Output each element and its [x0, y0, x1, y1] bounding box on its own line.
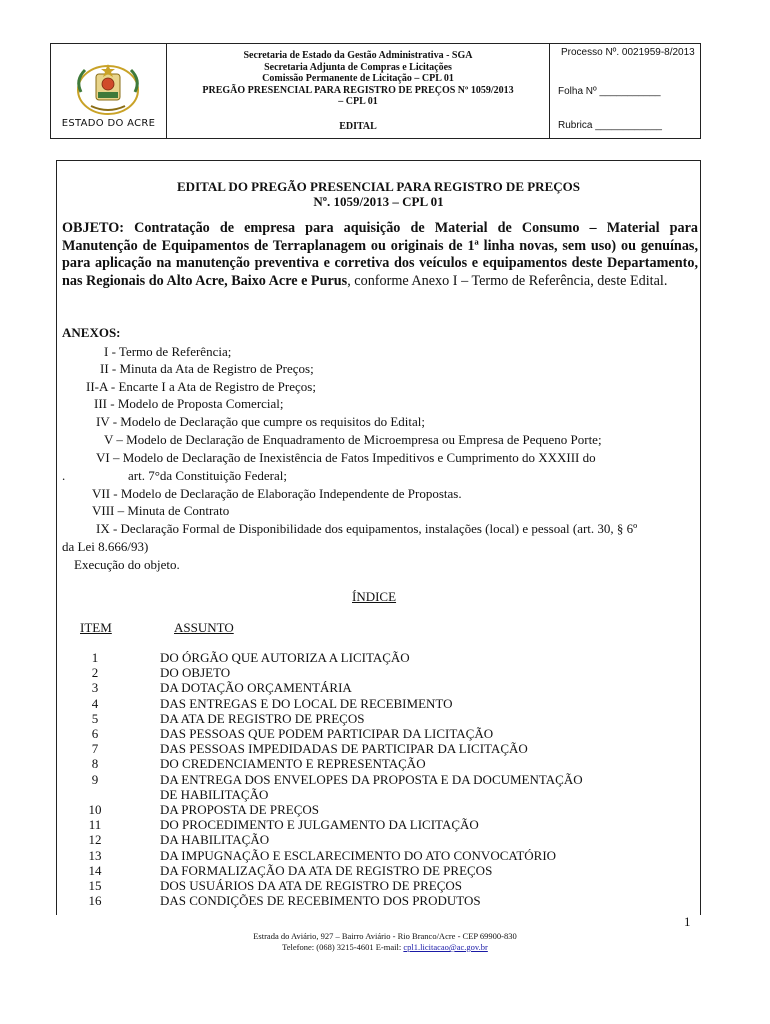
indice-item-number: 5	[91, 710, 99, 726]
indice-item-subject: DO PROCEDIMENTO E JULGAMENTO DA LICITAÇÃO	[160, 817, 479, 833]
document-title	[56, 179, 701, 209]
acre-state-coat-of-arms-icon	[71, 62, 146, 117]
page-footer	[0, 931, 770, 953]
indice-item-number: 1	[91, 650, 99, 665]
indice-item-number: 7	[91, 741, 99, 757]
indice-item-number: 8	[91, 756, 99, 772]
indice-item-subject: DA IMPUGNAÇÃO E ESCLARECIMENTO DO ATO CONVOCATÓRIO	[160, 847, 557, 863]
anexo-dot: .	[62, 468, 66, 483]
indice-item-number: 15	[88, 878, 102, 893]
indice-item-subject: DA DOTAÇÃO ORÇAMENTÁRIA	[160, 680, 352, 696]
document-header	[50, 43, 701, 139]
column-header-item: ITEM	[80, 620, 112, 635]
footer-phone: Telefone: (068) 3215-4601 E-mail:	[282, 942, 404, 952]
indice-item-subject: DA PROPOSTA DE PREÇOS	[160, 802, 319, 817]
indice-item-number: 6	[91, 726, 99, 741]
header-line: Comissão Permanente de Licitação – CPL 01	[262, 73, 454, 84]
anexo-item: VIII – Minuta de Contrato	[92, 503, 230, 518]
page-number: 1	[684, 914, 691, 929]
indice-title: ÍNDICE	[352, 589, 397, 604]
anexos-heading: ANEXOS:	[62, 325, 121, 340]
indice-item-subject: DAS CONDIÇÕES DE RECEBIMENTO DOS PRODUTOS	[160, 893, 481, 909]
indice-item-subject: DA FORMALIZAÇÃO DA ATA DE REGISTRO DE PREÇOS	[160, 862, 493, 878]
header-edital-label: EDITAL	[339, 121, 377, 132]
indice-item-subject: DA ENTREGA DOS ENVELOPES DA PROPOSTA E DA DOCUMENTAÇÃO	[160, 771, 583, 787]
anexo-item: VII - Modelo de Declaração de Elaboração Independente de Propostas.	[92, 486, 462, 501]
title-line: Nº. 1059/2013 – CPL 01	[313, 194, 444, 209]
rubrica-field: Rubrica ____________	[558, 120, 662, 131]
processo-number: Processo Nº. 0021959-8/2013	[561, 47, 695, 58]
anexo-item: II-A - Encarte I a Ata de Registro de Preços;	[86, 379, 316, 394]
indice-item-subject: DAS PESSOAS IMPEDIDADAS DE PARTICIPAR DA LICITAÇÃO	[160, 741, 528, 757]
anexo-item: I - Termo de Referência;	[104, 344, 232, 359]
anexo-item: IX - Declaração Formal de Disponibilidade dos equipamentos, instalações (local) e pessoal (art. 30, § 6º	[96, 521, 638, 536]
header-line: Secretaria de Estado da Gestão Administrativa - SGA	[243, 50, 473, 61]
header-line: Secretaria Adjunta de Compras e Licitações	[264, 61, 452, 73]
footer-address: Estrada do Aviário, 927 – Bairro Aviário - Rio Branco/Acre - CEP 69900-830	[253, 931, 517, 941]
indice-item-subject: DO CREDENCIAMENTO E REPRESENTAÇÃO	[160, 756, 426, 772]
objeto-normal-text: , conforme Anexo I – Termo de Referência, deste Edital.	[347, 272, 668, 289]
anexo-item: Execução do objeto.	[74, 557, 180, 572]
indice-item-number: 16	[88, 893, 102, 909]
column-header-assunto: ASSUNTO	[174, 620, 234, 635]
footer-email-link[interactable]: cpl1.licitacao@ac.gov.br	[403, 942, 488, 952]
indice-item-subject: DAS PESSOAS QUE PODEM PARTICIPAR DA LICITAÇÃO	[160, 726, 494, 741]
anexo-item: da Lei 8.666/93)	[62, 539, 149, 554]
indice-item-subject: DO ÓRGÃO QUE AUTORIZA A LICITAÇÃO	[160, 650, 410, 665]
anexo-item: II - Minuta da Ata de Registro de Preços;	[100, 361, 314, 376]
indice-item-number: 2	[91, 665, 99, 681]
indice-item-number: 11	[88, 817, 102, 833]
indice-item-subject: DA ATA DE REGISTRO DE PREÇOS	[160, 710, 365, 726]
footer-contact	[0, 942, 770, 953]
indice-item-number: 12	[88, 832, 102, 848]
objeto-bold-text: OBJETO: Contratação de empresa para aquisição de Material de Consumo – Material para Manutenção de Equipamentos de Terraplanagem ou originais de 1ª linha novas, sem uso) ou genuínas, para aplicação na manutenção preventiva e corretiva dos veículos e equipamentos deste Departamento, nas Regionais do Alto Acre, Baixo Acre e Purus	[62, 220, 698, 289]
indice-item-subject: DAS ENTREGAS E DO LOCAL DE RECEBIMENTO	[160, 695, 453, 711]
indice-item-number: 4	[91, 695, 99, 711]
indice-item-number: 3	[91, 680, 99, 696]
anexo-item: VI – Modelo de Declaração de Inexistência de Fatos Impeditivos e Cumprimento do XXXIII do	[96, 450, 596, 465]
indice-item-subject: DO OBJETO	[160, 665, 231, 681]
folha-field: Folha Nº ___________	[558, 86, 661, 97]
title-line: EDITAL DO PREGÃO PRESENCIAL PARA REGISTRO DE PREÇOS	[177, 179, 580, 194]
header-line: PREGÃO PRESENCIAL PARA REGISTRO DE PREÇOS Nº 1059/2013	[202, 84, 514, 96]
state-name: ESTADO DO ACRE	[61, 118, 156, 129]
anexo-item: IV - Modelo de Declaração que cumpre os requisitos do Edital;	[96, 414, 425, 429]
anexo-item: III - Modelo de Proposta Comercial;	[94, 396, 284, 411]
header-institution-block	[167, 50, 549, 108]
indice-item-subject: DOS USUÁRIOS DA ATA DE REGISTRO DE PREÇOS	[160, 878, 462, 893]
indice-item-subject: DE HABILITAÇÃO	[160, 786, 269, 802]
indice-item-number: 10	[88, 802, 102, 817]
anexo-item: V – Modelo de Declaração de Enquadramento de Microempresa ou Empresa de Pequeno Porte;	[104, 432, 602, 447]
indice-item-number: 13	[88, 847, 102, 863]
indice-item-subject: DA HABILITAÇÃO	[160, 832, 270, 848]
anexo-item: art. 7°da Constituição Federal;	[128, 468, 287, 483]
logo-cell	[51, 44, 166, 140]
indice-item-number: 9	[91, 771, 99, 787]
objeto-paragraph	[62, 220, 698, 290]
header-divider	[549, 44, 550, 138]
header-line: – CPL 01	[338, 96, 378, 107]
indice-item-number: 14	[88, 862, 102, 878]
